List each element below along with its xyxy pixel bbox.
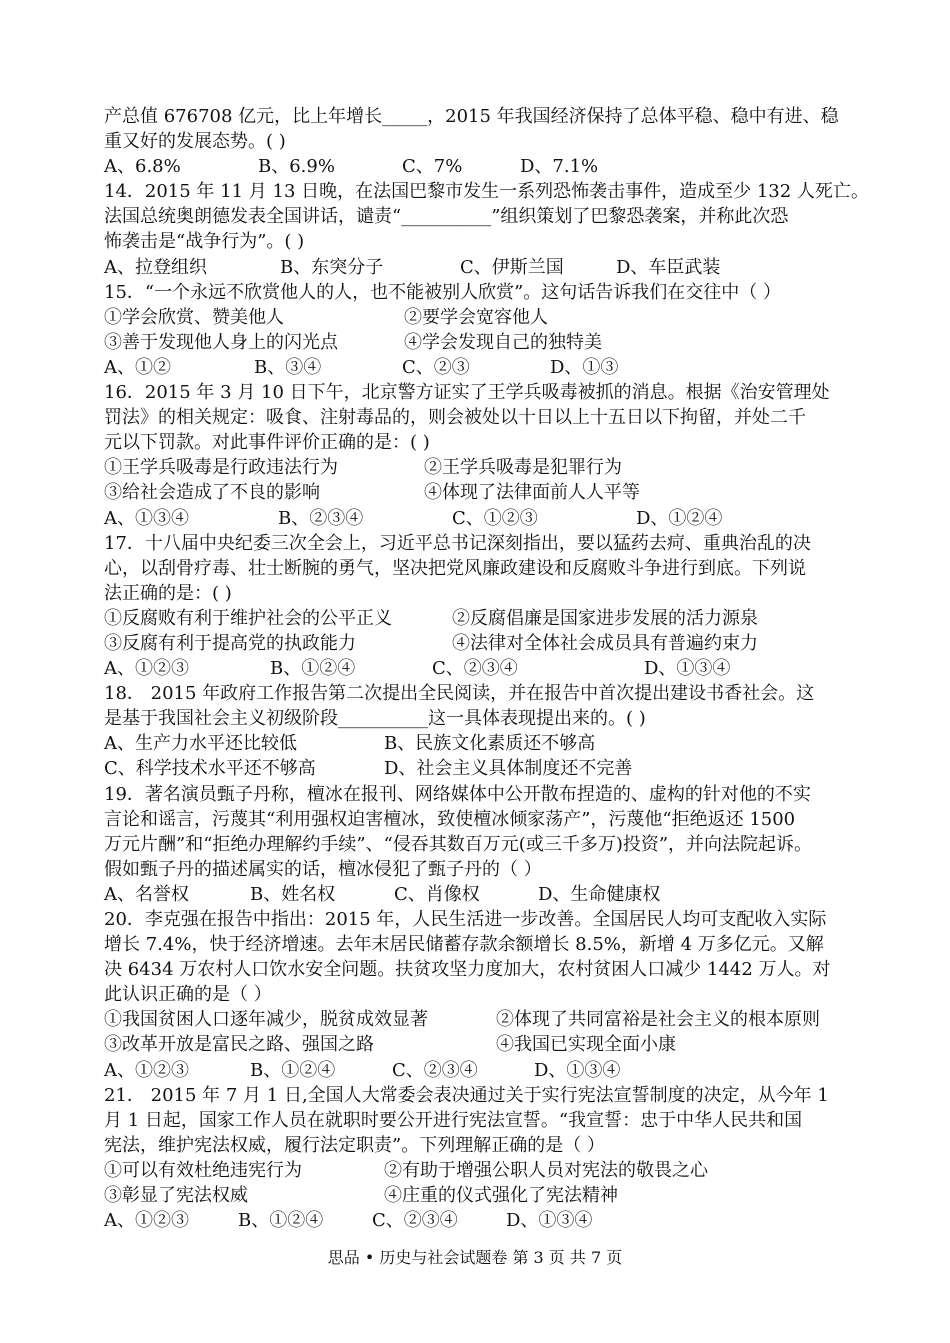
question-text-line: 罚法》的相关规定：吸食、注射毒品的，则会被处以十日以上十五日以下拘留，并处二千 xyxy=(104,407,806,429)
question-15 xyxy=(104,280,864,380)
option-d: D、车臣武装 xyxy=(616,256,721,278)
option-a: A、名誉权 xyxy=(104,883,189,905)
question-text-line: 是基于我国社会主义初级阶段__________这一具体表现提出来的。( ) xyxy=(104,708,646,730)
question-text-line: 19．著名演员甄子丹称，檀冰在报刊、网络媒体中公开散布捏造的、虚构的针对他的不实 xyxy=(104,783,811,805)
option-a: A、①② xyxy=(104,356,171,378)
question-16 xyxy=(104,380,864,531)
statement-1: ①可以有效杜绝违宪行为 xyxy=(104,1159,302,1181)
option-b: B、①②④ xyxy=(238,1210,324,1232)
question-text-line: 怖袭击是“战争行为”。( ) xyxy=(104,231,305,253)
statement-row xyxy=(104,1007,864,1032)
statement-3: ③彰显了宪法权威 xyxy=(104,1185,248,1207)
question-20 xyxy=(104,907,864,1083)
statement-row xyxy=(104,1032,864,1057)
answer-options-row xyxy=(104,756,864,781)
statement-3: ③善于发现他人身上的闪光点 xyxy=(104,331,338,353)
question-text-line: 产总值 676708 亿元，比上年增长_____，2015 年我国经济保持了总体平稳、稳中有进、稳 xyxy=(104,106,839,127)
answer-options xyxy=(104,506,864,531)
option-a: A、①②③ xyxy=(104,658,189,680)
statement-1: ①我国贫困人口逐年减少，脱贫成效显著 xyxy=(104,1009,428,1031)
question-text-line: 宪法，维护宪法权威，履行法定职责”。下列理解正确的是（ ） xyxy=(104,1134,605,1156)
option-c: C、7% xyxy=(402,156,463,178)
statement-3: ③反腐有利于提高党的执政能力 xyxy=(104,632,356,654)
option-c: C、②③④ xyxy=(432,658,518,680)
statement-row xyxy=(104,606,864,631)
option-c: C、伊斯兰国 xyxy=(460,256,564,278)
statement-1: ①学会欣赏、赞美他人 xyxy=(104,306,284,328)
option-c: C、②③④ xyxy=(392,1059,478,1081)
question-text-line: 假如甄子丹的描述属实的话，檀冰侵犯了甄子丹的（ ） xyxy=(104,858,542,880)
option-c: C、②③ xyxy=(402,356,470,378)
option-c: C、②③④ xyxy=(372,1210,458,1232)
question-17 xyxy=(104,531,864,682)
option-d: D、①③ xyxy=(550,356,619,378)
option-d: D、7.1% xyxy=(520,156,599,178)
option-c: C、科学技术水平还不够高 xyxy=(104,758,316,780)
question-14 xyxy=(104,179,869,279)
option-a: A、拉登组织 xyxy=(104,256,207,278)
question-text-line: 万元片酬”和“拒绝办理解约手续”、“侵吞其数百万元(或三千多万)投资”，并向法院起诉。 xyxy=(104,833,813,855)
statement-2: ②体现了共同富裕是社会主义的根本原则 xyxy=(496,1009,820,1031)
answer-options-row xyxy=(104,731,864,756)
statement-4: ④体现了法律面前人人平等 xyxy=(424,482,640,504)
answer-options xyxy=(104,1058,864,1083)
statement-row xyxy=(104,455,864,480)
option-b: B、6.9% xyxy=(258,156,335,178)
statement-4: ④我国已实现全面小康 xyxy=(496,1034,676,1056)
question-13 xyxy=(104,104,864,179)
option-b: B、③④ xyxy=(254,356,322,378)
option-c: C、肖像权 xyxy=(394,883,480,905)
option-a: A、6.8% xyxy=(104,156,181,178)
question-text-line: 法正确的是：( ) xyxy=(104,582,232,604)
question-text-line: 言论和谣言，污蔑其“利用强权迫害檀冰，致使檀冰倾家荡产”，污蔑他“拒绝返还 1500 xyxy=(104,808,796,830)
question-text-line: 18． 2015 年政府工作报告第二次提出全民阅读，并在报告中首次提出建设书香社会。这 xyxy=(104,683,815,705)
statement-1: ①王学兵吸毒是行政违法行为 xyxy=(104,457,338,479)
option-d: D、①②④ xyxy=(636,507,723,529)
statement-2: ②有助于增强公职人员对宪法的敬畏之心 xyxy=(384,1159,708,1181)
option-b: B、②③④ xyxy=(278,507,364,529)
statement-2: ②反腐倡廉是国家进步发展的活力源泉 xyxy=(452,607,758,629)
statement-row xyxy=(104,1158,864,1183)
statement-1: ①反腐败有利于维护社会的公平正义 xyxy=(104,607,392,629)
question-18 xyxy=(104,681,864,781)
statement-4: ④庄重的仪式强化了宪法精神 xyxy=(384,1185,618,1207)
option-c: C、①②③ xyxy=(452,507,538,529)
question-text-line: 法国总统奥朗德发表全国讲话，谴责“__________”组织策划了巴黎恐袭案，并称此次恐 xyxy=(104,206,789,228)
question-21 xyxy=(104,1083,864,1234)
option-b: B、①②④ xyxy=(270,658,356,680)
option-b: B、①②④ xyxy=(250,1059,336,1081)
question-text-line: 重又好的发展态势。( ) xyxy=(104,131,286,153)
exam-content xyxy=(104,104,869,1233)
option-a: A、①③④ xyxy=(104,507,189,529)
option-b: B、姓名权 xyxy=(250,883,336,905)
question-text-line: 14．2015 年 11 月 13 日晚，在法国巴黎市发生一系列恐怖袭击事件，造成至少 132 人死亡。 xyxy=(104,181,869,203)
statement-3: ③改革开放是富民之路、强国之路 xyxy=(104,1034,374,1056)
answer-options xyxy=(104,255,864,280)
option-a: A、生产力水平还比较低 xyxy=(104,733,297,755)
statement-row xyxy=(104,631,864,656)
page-footer: 思品 • 历史与社会试题卷 第 3 页 共 7 页 xyxy=(327,1248,623,1267)
question-19 xyxy=(104,782,864,907)
question-text-line: 月 1 日起，国家工作人员在就职时要公开进行宪法宣誓。“我宣誓：忠于中华人民共和国 xyxy=(104,1109,803,1131)
statement-2: ②王学兵吸毒是犯罪行为 xyxy=(424,457,622,479)
answer-options xyxy=(104,154,864,179)
option-b: B、民族文化素质还不够高 xyxy=(384,733,596,755)
option-a: A、①②③ xyxy=(104,1059,189,1081)
question-text-line: 心，以刮骨疗毒、壮士断腕的勇气，坚决把党风廉政建设和反腐败斗争进行到底。下列说 xyxy=(104,557,806,579)
answer-options xyxy=(104,656,864,681)
option-d: D、生命健康权 xyxy=(538,883,661,905)
question-text-line: 决 6434 万农村人口饮水安全问题。扶贫攻坚力度加大，农村贫困人口减少 1442 万人。对 xyxy=(104,959,831,981)
statement-row xyxy=(104,305,864,330)
question-text-line: 元以下罚款。对此事件评价正确的是：( ) xyxy=(104,432,430,454)
option-a: A、①②③ xyxy=(104,1210,189,1232)
option-d: D、①③④ xyxy=(506,1210,593,1232)
question-text-line: 20．李克强在报告中指出：2015 年，人民生活进一步改善。全国居民人均可支配收入实际 xyxy=(104,909,827,930)
question-text-line: 15．“一个永远不欣赏他人的人，也不能被别人欣赏”。这句话告诉我们在交往中（ ） xyxy=(104,281,782,303)
option-b: B、东突分子 xyxy=(280,256,384,278)
option-d: D、①③④ xyxy=(534,1059,621,1081)
statement-4: ④学会发现自己的独特美 xyxy=(404,331,602,353)
question-text-line: 21． 2015 年 7 月 1 日,全国人大常委会表决通过关于实行宪法宣誓制度的决定，从今年 1 xyxy=(104,1084,829,1106)
statement-4: ④法律对全体社会成员具有普遍约束力 xyxy=(452,632,758,654)
statement-row xyxy=(104,1183,864,1208)
option-d: D、社会主义具体制度还不完善 xyxy=(384,758,633,780)
statement-row xyxy=(104,330,864,355)
statement-row xyxy=(104,480,864,505)
answer-options xyxy=(104,1208,864,1233)
statement-2: ②要学会宽容他人 xyxy=(404,306,548,328)
question-text-line: 16．2015 年 3 月 10 日下午，北京警方证实了王学兵吸毒被抓的消息。根据《治安管理处 xyxy=(104,382,830,404)
answer-options xyxy=(104,355,864,380)
statement-3: ③给社会造成了不良的影响 xyxy=(104,482,320,504)
question-text-line: 此认识正确的是（ ） xyxy=(104,984,272,1006)
question-text-line: 增长 7.4%，快于经济增速。去年末居民储蓄存款余额增长 8.5%，新增 4 万多亿元。又解 xyxy=(104,934,824,956)
option-d: D、①③④ xyxy=(644,658,731,680)
answer-options xyxy=(104,882,864,907)
question-text-line: 17．十八届中央纪委三次全会上，习近平总书记深刻指出，要以猛药去疴、重典治乱的决 xyxy=(104,532,811,554)
